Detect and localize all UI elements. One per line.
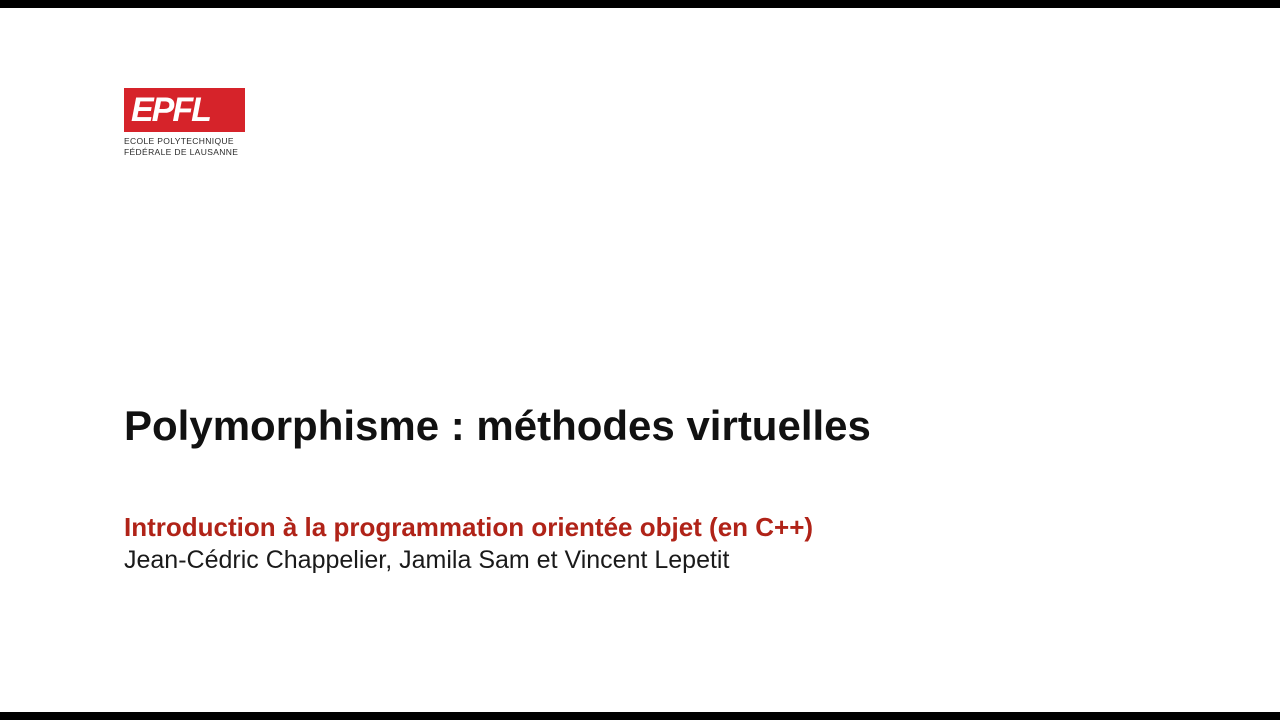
epfl-logo-subtitle-line-1: ECOLE POLYTECHNIQUE bbox=[124, 136, 234, 146]
slide-title: Polymorphisme : méthodes virtuelles bbox=[124, 402, 871, 450]
epfl-logo-subtitle-line-2: FÉDÉRALE DE LAUSANNE bbox=[124, 147, 239, 157]
slide-authors: Jean-Cédric Chappelier, Jamila Sam et Vincent Lepetit bbox=[124, 546, 730, 574]
epfl-logo-subtitle bbox=[124, 136, 252, 158]
epfl-logo-mark bbox=[124, 88, 245, 132]
slide-canvas bbox=[0, 8, 1280, 712]
epfl-logo bbox=[124, 88, 254, 158]
epfl-wordmark: EPFL bbox=[131, 91, 210, 129]
slide-subtitle: Introduction à la programmation orientée objet (en C++) bbox=[124, 511, 814, 542]
